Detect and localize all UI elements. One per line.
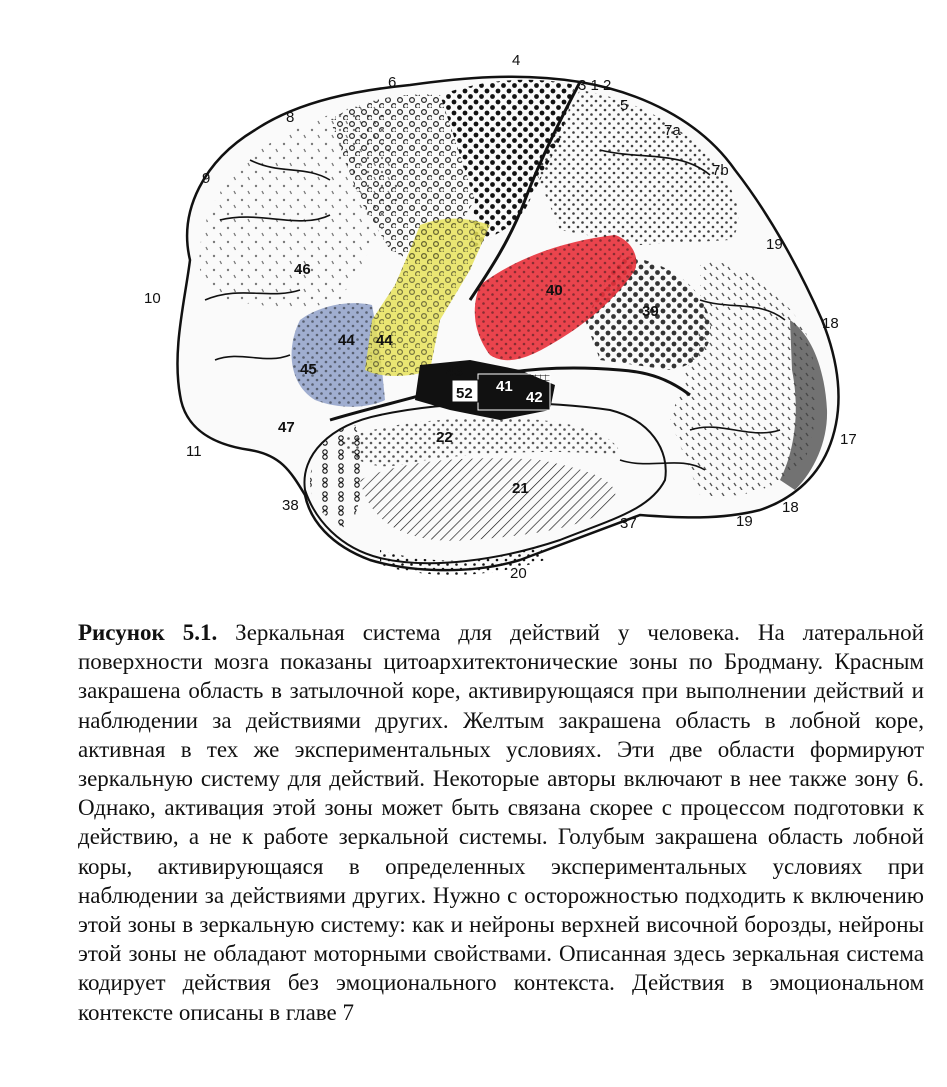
label-area-17: 17 xyxy=(840,431,857,448)
label-area-52: 52 xyxy=(456,385,473,402)
label-area-6: 6 xyxy=(388,74,397,91)
label-area-3-1-2: 3 1 2 xyxy=(578,77,612,94)
label-area-19-top: 19 xyxy=(766,236,783,253)
label-area-10: 10 xyxy=(144,290,161,307)
label-area-46: 46 xyxy=(294,261,311,278)
label-area-43: 43 xyxy=(446,363,463,380)
caption-title: Рисунок 5.1. xyxy=(78,620,218,645)
label-area-41: 41 xyxy=(496,378,513,395)
label-area-11: 11 xyxy=(186,443,202,460)
figure-caption xyxy=(78,618,924,1027)
label-area-44-blue: 44 xyxy=(338,332,355,349)
label-area-39: 39 xyxy=(642,303,659,320)
label-area-22: 22 xyxy=(436,429,453,446)
label-area-4: 4 xyxy=(512,52,521,69)
caption-body: Зеркальная система для действий у человека. На латеральной поверхности мозга показаны цитоархитектонические зоны по Бродману. Красным закрашена область в затылочной коре, активирующаяся при выполнении действий и наблюдении за действиями других. Желтым закрашена область в лобной коре, активная в тех же экспериментальных условиях. Эти две области формируют зеркальную систему для действий. Некоторые авторы включают в нее также зону 6. Однако, активация этой зоны может быть связана скорее с процессом подготовки к действию, а не к работе зеркальной системы. Голубым закрашена область лобной коры, активирующаяся в определенных экспериментальных условиях при наблюдении за действиями других. Нужно с осторожностью подходить к включению этой зоны в зеркальную систему: как и нейроны верхней височной борозды, нейроны этой зоны не обладают моторными свойствами. Описанная здесь зеркальная система кодирует действия без эмоционального контекста. Действия в эмоциональном контексте описаны в главе 7 xyxy=(78,620,924,1025)
label-area-7b: 7b xyxy=(712,162,729,179)
label-area-42: 42 xyxy=(526,389,543,406)
label-area-47: 47 xyxy=(278,419,295,436)
label-area-40: 40 xyxy=(546,282,563,299)
label-area-18-top: 18 xyxy=(822,315,839,332)
label-area-37: 37 xyxy=(620,515,637,532)
label-area-7a: 7a xyxy=(664,122,681,139)
label-area-38: 38 xyxy=(282,497,299,514)
label-area-20: 20 xyxy=(510,565,527,582)
label-area-8: 8 xyxy=(286,109,295,126)
label-area-21: 21 xyxy=(512,480,529,497)
label-area-45: 45 xyxy=(300,361,317,378)
label-area-19-bottom: 19 xyxy=(736,513,753,530)
label-area-9: 9 xyxy=(202,170,211,187)
label-area-18-bottom: 18 xyxy=(782,499,799,516)
label-area-5: 5 xyxy=(620,97,629,114)
label-area-44-yellow: 44 xyxy=(376,332,393,349)
